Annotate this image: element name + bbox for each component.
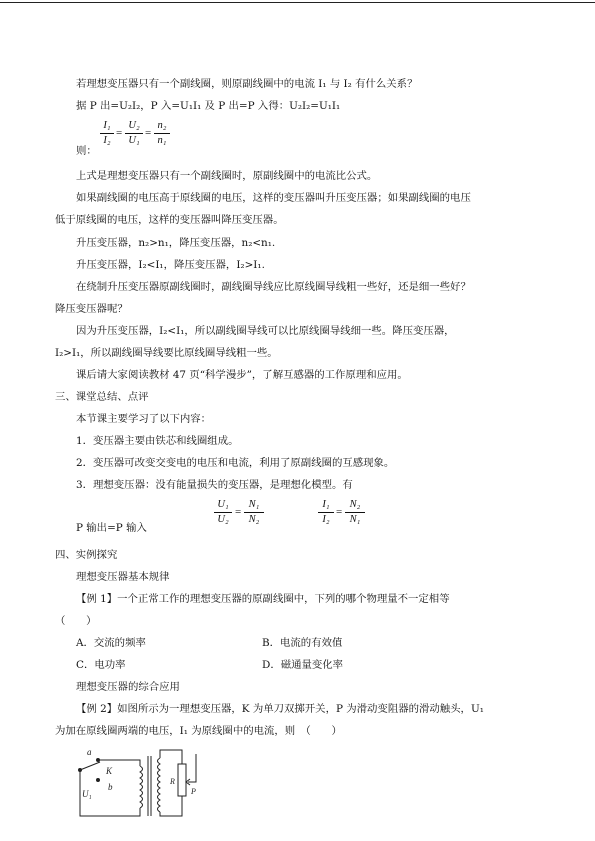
formula-fraction [318,499,334,526]
option-d: D．磁通量变化率 [262,659,344,671]
text-line: 理想变压器基本规律 [76,571,170,583]
list-item: 3．理想变压器：没有能量损失的变压器，是理想化模型。有 [76,479,353,491]
secondary-wire-bottom [160,796,182,816]
label-b: b [108,782,113,792]
formula-numerator: N₁ [248,499,260,510]
formula-equals: = [116,127,123,139]
formula-numerator: N₂ [349,499,361,510]
secondary-wire-top [160,750,182,764]
label-k: K [106,766,113,776]
formula-numerator: U₂ [128,120,140,131]
formula-numerator: I₁ [322,499,330,510]
question-stem: 【例 1】一个正常工作的理想变压器的原副线圈中，下列的哪个物理量不一定相等 [76,593,450,605]
formula-equals: = [235,506,242,518]
formula-denominator: U₂ [217,514,229,525]
label-r: R [170,777,175,786]
formula-fraction [214,499,232,526]
text-line: 据 P 出=U₂I₂，P 入=U₁I₁ 及 P 出=P 入得：U₂I₂=U₁I₁ [76,100,341,112]
formula-denominator: U₁ [128,135,140,146]
slider-wire [188,754,196,782]
formula-equals: = [145,127,152,139]
text-line: 则： [76,145,97,157]
switch-pivot [79,769,82,772]
text-line: 降压变压器呢？ [55,303,128,315]
text-line: P 输出=P 输入 [76,522,147,534]
formula-equals: = [336,506,343,518]
secondary-coil [158,758,161,812]
formula-fraction [154,120,170,147]
option-c: C．电功率 [76,659,126,671]
text-line: 在绕制升压变压器原副线圈时，副线圈导线应比原线圈导线粗一些好，还是细一些好？ [76,281,471,293]
text-line: 升压变压器，I₂<I₁，降压变压器，I₂>I₁. [76,259,265,271]
formula-numerator: U₁ [217,499,229,510]
text-line: I₂>I₁，所以副线圈导线要比原线圈导线粗一些。 [55,347,278,359]
answer-blank: （ ） [55,615,97,627]
text-line: 如果副线圈的电压高于原线圈的电压，这样的变压器叫升压变压器；如果副线圈的电压 [76,192,471,204]
formula-fraction [244,499,264,526]
text-line: 升压变压器，n₂>n₁，降压变压器，n₂<n₁. [76,237,276,249]
primary-coil [140,766,143,808]
switch-terminal-a [97,759,100,762]
formula-denominator: I₂ [103,135,111,146]
question-stem: 【例 2】如图所示为一理想变压器，K 为单刀双掷开关，P 为滑动变阻器的滑动触头，U₁ [76,703,484,715]
text-line: 上式是理想变压器只有一个副线圈时，原副线圈中的电流比公式。 [76,170,378,182]
transformer-circuit-diagram [70,742,210,822]
formula-denominator: N₂ [248,514,260,525]
section-heading: 三、课堂总结、点评 [55,391,149,403]
formula-denominator: I₂ [322,514,330,525]
text-line: 课后请大家阅读教材 47 页“科学漫步”，了解互感器的工作原理和应用。 [76,369,408,381]
text-line: 低于原线圈的电压，这样的变压器叫降压变压器。 [55,214,284,226]
option-a: A．交流的频率 [76,637,146,649]
list-item: 1．变压器主要由铁芯和线圈组成。 [76,435,239,447]
text-line: 因为升压变压器，I₂<I₁，所以副线圈导线可以比原线圈导线细一些。降压变压器， [76,325,455,337]
resistor-r [178,764,186,796]
switch-terminal-b [97,779,100,782]
formula-denominator: N₁ [349,514,361,525]
text-line: 理想变压器的综合应用 [76,681,180,693]
list-item: 2．变压器可改变交变电的电压和电流，利用了原副线圈的互感现象。 [76,457,395,469]
primary-wire-top [98,760,140,766]
option-b: B．电流的有效值 [262,637,343,649]
label-p: P [191,787,196,796]
formula-numerator: n₂ [157,120,167,131]
formula-fraction [100,120,114,147]
formula-fraction [125,120,143,147]
text-line: 若理想变压器只有一个副线圈，则原副线圈中的电流 I₁ 与 I₂ 有什么关系？ [76,78,418,90]
switch-blade [80,762,100,770]
text-line: 本节课主要学习了以下内容： [76,413,212,425]
label-a: a [87,747,92,757]
formula-fraction [345,499,365,526]
formula-numerator: I₁ [103,120,111,131]
question-stem: 为加在原线圈两端的电压，I₁ 为原线圈中的电流，则 （ ） [55,725,342,737]
label-u1: U₁ [82,789,92,799]
page-top-rule [0,2,595,3]
formula-denominator: n₁ [157,135,167,146]
section-heading: 四、实例探究 [55,549,118,561]
